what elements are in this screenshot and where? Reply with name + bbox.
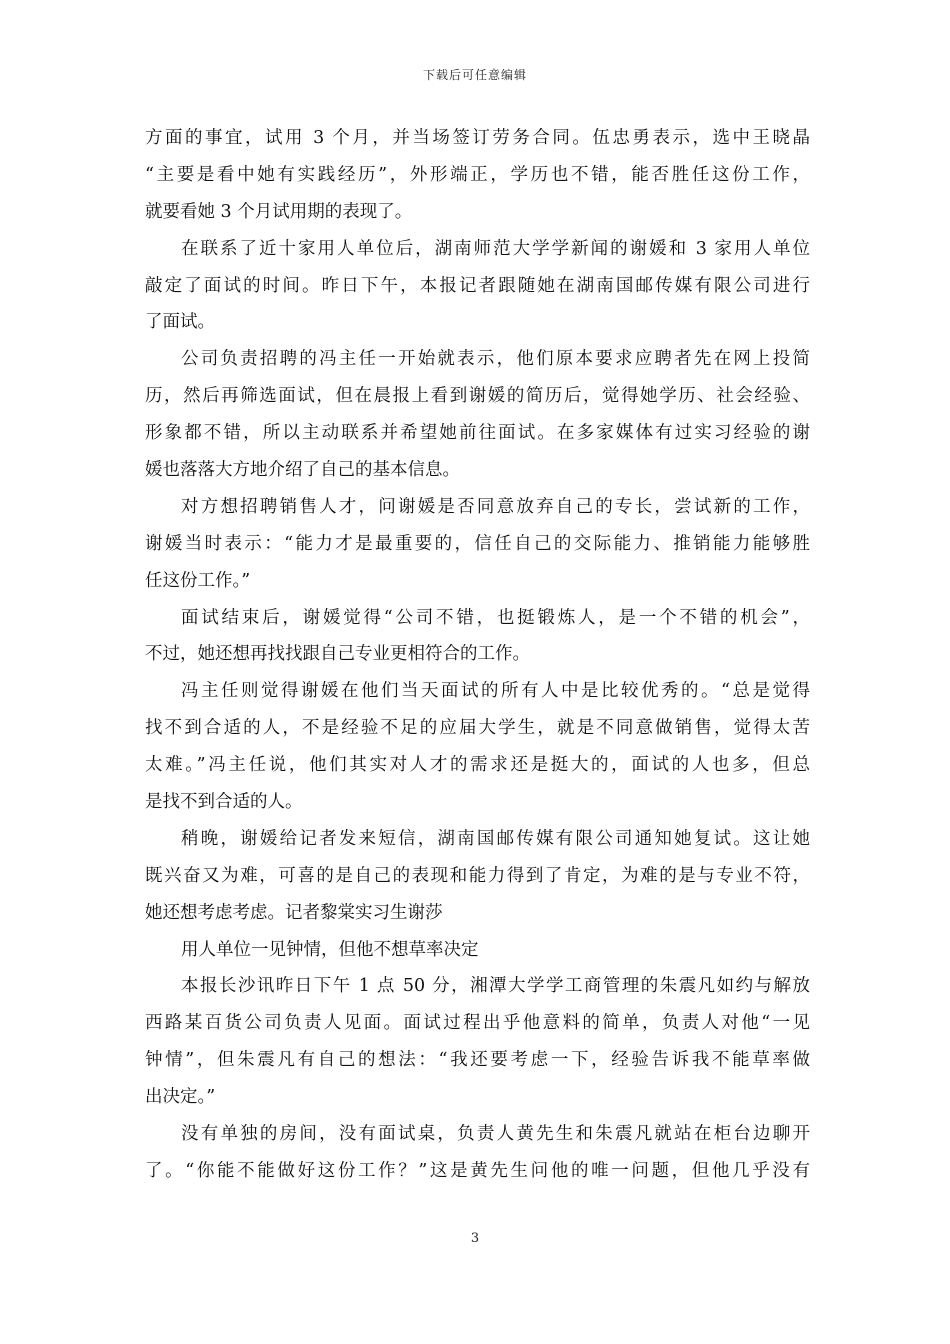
text-line: 她还想考虑考虑。记者黎棠实习生谢莎 [145, 902, 443, 923]
document-body [145, 120, 810, 1190]
page-header: 下载后可任意编辑 [422, 68, 527, 82]
text-line: 太难。”冯主任说，他们其实对人才的需求还是挺大的，面试的人也多，但总 [145, 755, 810, 776]
text-line: 西路某百货公司负责人见面。面试过程出乎他意料的简单，负责人对他“一见 [145, 1013, 810, 1034]
text-line: 在联系了近十家用人单位后，湖南师范大学学新闻的谢媛和 3 家用人单位 [181, 238, 810, 259]
text-line: 钟情”，但朱震凡有自己的想法：“我还要考虑一下，经验告诉我不能草率做 [145, 1050, 810, 1071]
paragraph [145, 120, 810, 231]
paragraph [145, 1116, 810, 1190]
text-line: 不过，她还想再找找跟自己专业更相符合的工作。 [145, 644, 530, 665]
paragraph [145, 231, 810, 342]
text-line: 用人单位一见钟情，但他不想草率决定 [181, 939, 479, 960]
text-line: 方面的事宜，试用 3 个月，并当场签订劳务合同。伍忠勇表示，选中王晓晶 [145, 128, 810, 148]
text-line: 出决定。” [145, 1087, 216, 1108]
text-line: 就要看她 3 个月试用期的表现了。 [145, 201, 413, 222]
text-line: 历，然后再筛选面试，但在晨报上看到谢媛的简历后，觉得她学历、社会经验、 [145, 386, 810, 407]
text-line: 本报长沙讯昨日下午 1 点 50 分，湘潭大学学工商管理的朱震凡如约与解放 [181, 976, 810, 997]
paragraph [145, 968, 810, 1116]
text-line: 找不到合适的人，不是经验不足的应届大学生，就是不同意做销售，觉得太苦 [145, 718, 810, 739]
text-line: 了。“你能不能做好这份工作？”这是黄先生问他的唯一问题，但他几乎没有 [145, 1160, 810, 1181]
text-line: 冯主任则觉得谢媛在他们当天面试的所有人中是比较优秀的。“总是觉得 [181, 681, 810, 702]
text-line: 媛也落落大方地介绍了自己的基本信息。 [145, 460, 460, 481]
text-line: 是找不到合适的人。 [145, 792, 303, 813]
section-heading [145, 932, 810, 969]
text-line: 面试结束后，谢媛觉得“公司不错，也挺锻炼人，是一个不错的机会”， [181, 607, 810, 628]
text-line: 既兴奋又为难，可喜的是自己的表现和能力得到了肯定，为难的是与专业不符， [145, 865, 810, 886]
text-line: 谢媛当时表示：“能力才是最重要的，信任自己的交际能力、推销能力能够胜 [145, 533, 810, 554]
paragraph [145, 673, 810, 821]
paragraph [145, 489, 810, 600]
text-line: 公司负责招聘的冯主任一开始就表示，他们原本要求应聘者先在网上投简 [181, 349, 810, 370]
text-line: 没有单独的房间，没有面试桌，负责人黄先生和朱震凡就站在柜台边聊开 [181, 1124, 810, 1145]
text-line: “主要是看中她有实践经历”，外形端正，学历也不错，能否胜任这份工作， [145, 164, 810, 185]
page-number: 3 [470, 1231, 480, 1246]
text-line: 了面试。 [145, 312, 215, 333]
paragraph [145, 341, 810, 489]
text-line: 形象都不错，所以主动联系并希望她前往面试。在多家媒体有过实习经验的谢 [145, 423, 810, 444]
text-line: 任这份工作。” [145, 570, 251, 591]
text-line: 敲定了面试的时间。昨日下午，本报记者跟随她在湖南国邮传媒有限公司进行 [145, 275, 810, 296]
text-line: 稍晚，谢媛给记者发来短信，湖南国邮传媒有限公司通知她复试。这让她 [181, 828, 810, 849]
text-line: 对方想招聘销售人才，问谢媛是否同意放弃自己的专长，尝试新的工作， [181, 496, 810, 517]
paragraph [145, 600, 810, 674]
paragraph [145, 821, 810, 932]
